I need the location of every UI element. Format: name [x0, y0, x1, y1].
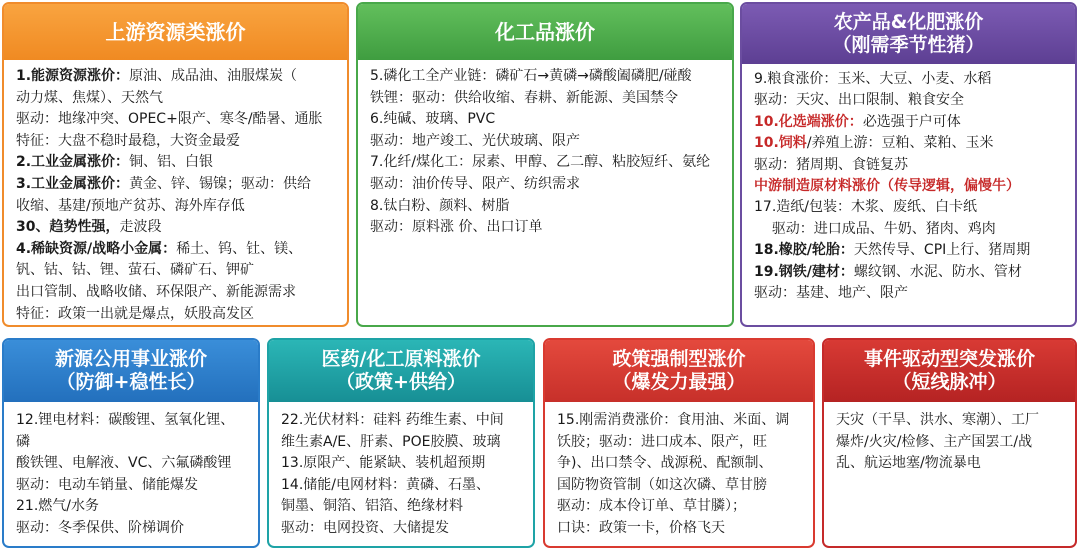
card-line	[370, 88, 722, 110]
card-line	[16, 66, 337, 88]
card-line	[16, 282, 337, 304]
card-header	[4, 4, 347, 60]
card-line	[281, 432, 523, 454]
card-policy-driven	[543, 338, 815, 548]
card-title: 事件驱动型突发涨价	[863, 347, 1035, 370]
line-text: 维生素A/E、肝素、POE胶膜、玻璃	[281, 433, 501, 450]
line-text: 驱动：冬季保供、阶梯调价	[16, 519, 184, 536]
card-line	[754, 219, 1065, 240]
line-highlight: 10.饲料	[754, 135, 807, 152]
card-line	[370, 174, 722, 196]
line-text: 天然传导、CPI上行、猪周期	[853, 242, 1031, 259]
line-text: 驱动：地产竣工、光伏玻璃、限产	[370, 132, 580, 149]
line-text: 13.原限产、能紧缺、装机超预期	[281, 455, 486, 472]
card-line	[557, 475, 803, 497]
card-upstream-resources	[2, 2, 349, 327]
line-text: 特征：大盘不稳时最稳，大资金最爱	[16, 132, 240, 149]
card-title: 医药/化工原料涨价	[321, 347, 481, 370]
line-text: 9.粮食涨价：玉米、大豆、小麦、水稻	[754, 71, 992, 87]
line-text: 饫胶；驱动：进口成本、限产，旺	[557, 433, 767, 450]
line-text: 收缩、基建/预地产贫苏、海外库存低	[16, 197, 245, 214]
card-body	[742, 64, 1075, 308]
card-line	[16, 453, 248, 475]
line-highlight: 10.化选端涨价：	[754, 113, 863, 130]
line-text: 黄金、锌、锡镍；驱动：供给	[129, 175, 312, 192]
line-text: 6.纯碱、玻璃、PVC	[370, 111, 496, 128]
line-heading: 1.能源资源涨价：	[16, 68, 130, 84]
card-line	[754, 112, 1065, 133]
card-line	[754, 133, 1065, 154]
line-text: 7.化纤/煤化工：尿素、甲醇、乙二醇、粘胶短纤、氨纶	[370, 154, 711, 171]
line-text: 乱、航运地塞/物流暴电	[836, 455, 981, 472]
card-title: 上游资源类涨价	[105, 19, 246, 44]
card-body	[545, 402, 813, 544]
line-text: 必选强于户可体	[862, 113, 961, 130]
card-line	[281, 453, 523, 475]
line-text: 钒、钴、钴、锂、萤石、磷矿石、钾矿	[16, 262, 254, 279]
line-text: 17.造纸/包装：木浆、废纸、白卡纸	[754, 199, 977, 216]
card-line	[16, 131, 337, 153]
line-text: 走波段	[119, 219, 162, 236]
line-text: 驱动：电动车销量、储能爆发	[16, 476, 198, 493]
line-highlight: 中游制造原材料涨价（传导逻辑，偏慢牛）	[754, 178, 1020, 195]
line-text: 国防物资管制（如这次磷、草甘膀	[557, 476, 767, 493]
card-line	[754, 176, 1065, 197]
card-pharma-chemical-materials	[267, 338, 535, 548]
card-body	[4, 60, 347, 327]
line-text: 特征：政策一出就是爆点，妖股高发区	[16, 305, 254, 322]
card-subtitle: （防御+稳性长）	[56, 371, 206, 393]
card-header	[358, 4, 732, 60]
card-line	[370, 131, 722, 153]
card-header	[742, 4, 1075, 64]
line-text: 稀土、钨、钍、镁、	[176, 240, 303, 257]
line-text: 酸铁锂、电解液、VC、六氟磷酸锂	[16, 455, 232, 472]
card-line	[754, 155, 1065, 176]
card-line	[16, 518, 248, 540]
card-line	[754, 69, 1065, 90]
line-text: 驱动：进口成品、牛奶、猪肉、鸡肉	[754, 220, 996, 237]
line-heading: 18.橡胶/轮胎：	[754, 242, 854, 259]
line-text: 天灾（干旱、洪水、寒潮）、工厂	[836, 412, 1039, 428]
card-title: 化工品涨价	[495, 19, 595, 44]
line-text: 铜墨、铜箔、铝箔、绝缘材料	[281, 498, 463, 515]
line-text: 驱动：基建、地产、限产	[754, 285, 908, 302]
card-title: 新源公用事业涨价	[54, 347, 207, 370]
line-heading: 19.钢铁/建材：	[754, 263, 854, 280]
line-text: 出口管制、战略收储、环保限产、新能源需求	[16, 283, 296, 300]
line-text: 驱动：成本伶订单、草甘膦）；	[557, 498, 746, 515]
line-text: 爆炸/火灾/检修、主产国罢工/战	[836, 433, 1033, 450]
line-text: 12.锂电材料：碳酸锂、氢氧化锂、磷	[16, 412, 235, 450]
card-line	[836, 410, 1065, 432]
card-line	[16, 196, 337, 218]
line-text: 15.刚需消费涨价：食用油、米面、调	[557, 412, 790, 428]
card-line	[16, 217, 337, 239]
card-line	[281, 410, 523, 432]
card-line	[557, 410, 803, 432]
card-line	[281, 475, 523, 497]
card-header	[269, 340, 533, 402]
card-line	[16, 239, 337, 261]
card-line	[836, 453, 1065, 475]
card-line	[281, 518, 523, 540]
line-heading: 30、趋势性强，	[16, 219, 120, 236]
line-text: 铁锂：驱动：供给收缩、春耕、新能源、美国禁令	[370, 89, 678, 106]
card-header	[545, 340, 813, 402]
card-line	[16, 109, 337, 131]
card-new-energy-utilities	[2, 338, 260, 548]
card-line	[754, 262, 1065, 283]
card-line	[16, 88, 337, 110]
card-line	[836, 432, 1065, 454]
card-body	[4, 402, 258, 544]
line-text: 21.燃气/水务	[16, 498, 99, 515]
card-subtitle: （刚需季节性猪）	[832, 34, 985, 56]
line-heading: 3.工业金属涨价：	[16, 175, 130, 192]
card-line	[281, 496, 523, 518]
line-text: 口诀：政策一卡，价格飞天	[557, 519, 725, 536]
card-line	[16, 260, 337, 282]
card-line	[754, 283, 1065, 304]
card-line	[754, 197, 1065, 218]
card-agriculture-fertilizer	[740, 2, 1077, 327]
card-line	[557, 518, 803, 540]
card-chemicals	[356, 2, 734, 327]
card-header	[4, 340, 258, 402]
card-event-driven	[822, 338, 1077, 548]
card-line	[557, 453, 803, 475]
card-body	[824, 402, 1075, 479]
card-body	[269, 402, 533, 544]
card-title: 农产品&化肥涨价	[833, 10, 984, 33]
card-line	[16, 174, 337, 196]
line-text: 22.光伏材料：硅料 药维生素、中间	[281, 412, 504, 428]
card-line	[370, 217, 722, 239]
line-text: 驱动：地缘冲突、OPEC+限产、寒冬/酷暑、通胀	[16, 111, 323, 128]
line-text: 螺纹钢、水泥、防水、管材	[853, 263, 1022, 280]
line-text: 动力煤、焦煤）、天然气	[16, 89, 163, 106]
card-line	[16, 152, 337, 174]
line-text: 驱动：猪周期、食链复苏	[754, 156, 908, 173]
card-line	[370, 66, 722, 88]
card-line	[370, 109, 722, 131]
line-heading: 2.工业金属涨价：	[16, 154, 130, 171]
card-line	[370, 196, 722, 218]
card-subtitle: （爆发力最强）	[612, 371, 746, 393]
card-title: 政策强制型涨价	[612, 347, 746, 370]
card-line	[16, 496, 248, 518]
line-text: 14.储能/电网材料：黄磷、石墨、	[281, 476, 490, 493]
card-line	[370, 152, 722, 174]
line-text: 驱动：原料涨 价、出口订单	[370, 219, 543, 236]
card-subtitle: （短线脉冲）	[892, 371, 1007, 393]
card-line	[16, 304, 337, 326]
card-line	[557, 432, 803, 454]
card-subtitle: （政策+供给）	[336, 371, 466, 393]
card-body	[358, 60, 732, 243]
line-text: 铜、铝、白银	[129, 154, 214, 171]
card-header	[824, 340, 1075, 402]
line-text: 5.磷化工全产业链：磷矿石→黄磷→磷酸阖磷肥/碰酸	[370, 68, 692, 84]
line-text: 8.钛白粉、颜料、树脂	[370, 197, 510, 214]
card-line	[16, 475, 248, 497]
card-line	[754, 90, 1065, 111]
line-text: /养殖上游：豆粕、菜粕、玉米	[806, 135, 994, 152]
line-text: 驱动：电网投资、大储提发	[281, 519, 449, 536]
card-line	[754, 240, 1065, 261]
line-text: 原油、成品油、油服煤炭（	[129, 68, 298, 84]
line-text: 驱动：天灾、出口限制、粮食安全	[754, 92, 964, 109]
line-text: 驱动：油价传导、限产、纺织需求	[370, 175, 580, 192]
card-line	[16, 410, 248, 453]
line-heading: 4.稀缺资源/战略小金属：	[16, 240, 177, 257]
card-line	[557, 496, 803, 518]
line-text: 争)、出口禁令、战源税、配额制、	[557, 455, 773, 472]
